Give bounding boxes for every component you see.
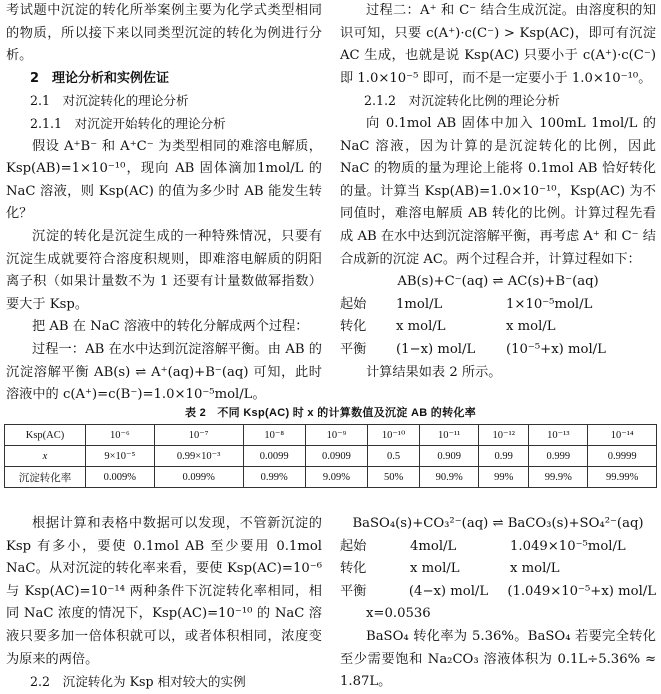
section-2-1-1-heading: 2.1.1 对沉淀开始转化的理论分析 [30,115,226,131]
table-cell: Ksp(AC) [5,425,86,446]
table-cell: 0.099% [154,467,243,488]
table-cell: 0.5 [368,446,420,467]
baso4-row: 平衡 (4−x) mol/L (1.049×10⁻⁵+x) mol/L [340,583,656,599]
table-cell: 0.999 [529,446,588,467]
table-cell: 10⁻¹⁰ [368,425,420,446]
table-cell: x [5,446,86,467]
reaction-equation: AB(s)+C⁻(aq) ⇌ AC(s)+B⁻(aq) [397,274,599,290]
baso4-reaction-equation: BaSO₄(s)+CO₃²⁻(aq) ⇌ BaCO₃(s)+SO₄²⁻(aq) [352,516,644,531]
table-cell: 10⁻¹⁴ [588,425,657,446]
table-row-rate [5,467,657,488]
equilibrium-row: 转化 x mol/L x mol/L [340,319,556,335]
table-cell: 10⁻¹³ [529,425,588,446]
table-caption: 表 2 不同 Ksp(AC) 时 x 的计算数值及沉淀 AB 的转化率 [184,407,476,419]
essence-paragraph: 沉淀的转化是沉淀生成的一种特殊情况，只要有沉淀生成就要符合溶度积规则，即难溶电解质的阴阳离子积（如果计量数不为 1 还要有计量数做幂指数）要大于 Ksp。 [6,228,322,312]
baso4-row: 起始 4mol/L 1.049×10⁻⁵mol/L [340,538,626,554]
table-cell: 99.9% [529,467,588,488]
table-cell: 沉淀转化率 [5,467,86,488]
x-value: x=0.0536 [366,606,431,622]
table-cell: 0.99% [243,467,305,488]
table-cell: 90.9% [420,467,479,488]
table-2 [4,404,657,488]
ratio-paragraph: 向 0.1mol AB 固体中加入 100mL 1mol/L 的 NaC 溶液，因为计算的是沉淀转化的比例，因此 NaC 的物质的量为理论上能将 0.1mol AB 恰好转化的量。计算当 Ksp(AB)=1.0×10⁻¹⁰，Ksp(AC) 为不同值时，难溶电解质 AB 转化的比例。计算过程先看成 AB 在水中达到沉淀溶解平衡，再考虑 A⁺ 和 C⁻ 结合成新的沉淀 AC。两个过程合并，计算过程如下： [340,115,656,267]
result-sentence: 计算结果如表 2 所示。 [366,364,502,380]
table-cell: 10⁻⁷ [154,425,243,446]
intro-paragraph: 考试题中沉淀的转化所举案例主要为化学式类型相同的物质，所以接下来以同类型沉淀的转化为例进行分析。 [6,3,322,64]
bottom-left-column [6,513,322,694]
final-paragraph: BaSO₄ 转化率为 5.36%。BaSO₄ 若要完全转化至少需要饱和 Na₂CO₃ 溶液体积为 0.1L÷5.36% ≈ 1.87L。 [340,628,656,690]
section-2-1-2-heading: 2.1.2 对沉淀转化比例的理论分析 [364,93,560,109]
baso4-row: 转化 x mol/L x mol/L [340,561,560,577]
table-cell: 50% [368,467,420,488]
process-two-paragraph: 过程二：A⁺ 和 C⁻ 结合生成沉淀。由溶度积的知识可知，只要 c(A⁺)·c(C⁻) > Ksp(AC)，即可有沉淀 AC 生成，也就是说 Ksp(AC) 只要小于 c(A⁺)·c(C⁻) 即 1.0×10⁻⁵ 即可，而不是一定要小于 1.0×10⁻¹⁰。 [340,3,656,86]
table-cell: 10⁻⁹ [305,425,367,446]
section-2-heading: 2 理论分析和实例佐证 [30,70,170,86]
table-row-x [5,446,657,467]
table-cell: 10⁻¹¹ [420,425,479,446]
table-cell: 9×10⁻⁵ [86,446,155,467]
table-cell: 99% [479,467,529,488]
table-cell: 99.99% [588,467,657,488]
table-header-row [5,425,657,446]
table-cell: 10⁻⁸ [243,425,305,446]
process-one-paragraph: 过程一：AB 在水中达到沉淀溶解平衡。由 AB 的沉淀溶解平衡 AB(s) ⇌ A⁺(aq)+B⁻(aq) 可知，此时溶液中的 c(A⁺)=c(B⁻)=1.0×10⁻⁵mol/L。 [6,341,322,403]
right-column [340,0,656,384]
equilibrium-row: 起始 1mol/L 1×10⁻⁵mol/L [340,296,593,312]
section-2-1-heading: 2.1 对沉淀转化的理论分析 [30,93,189,109]
left-column [6,0,322,407]
section-2-2-heading: 2.2 沉淀转化为 Ksp 相对较大的实例 [30,674,246,690]
table-cell: 0.909 [420,446,479,467]
split-paragraph: 把 AB 在 NaC 溶液中的转化分解成两个过程： [32,319,309,335]
bottom-right-column [340,513,656,694]
table-cell: 0.0909 [305,446,367,467]
table-cell: 10⁻¹² [479,425,529,446]
assumption-paragraph: 假设 A⁺B⁻ 和 A⁺C⁻ 为类型相同的难溶电解质，Ksp(AB)=1×10⁻¹⁰，现向 AB 固体滴加1mol/L 的 NaC 溶液，则 Ksp(AC) 的值为多少时 AB 能发生转化？ [6,138,322,222]
table-cell: 0.009% [86,467,155,488]
conversion-table [4,424,657,488]
table-cell: 0.99×10⁻³ [154,446,243,467]
table-cell: 9.09% [305,467,367,488]
table-cell: 10⁻⁶ [86,425,155,446]
equilibrium-row: 平衡 (1−x) mol/L (10⁻⁵+x) mol/L [340,341,606,357]
analysis-paragraph: 根据计算和表格中数据可以发现，不管新沉淀的 Ksp 有多小，要使 0.1mol AB 至少要用 0.1mol NaC。从对沉淀的转化率来看，要使 Ksp(AC)=10⁻⁶ 与 Ksp(AC)=10⁻¹⁴ 两种条件下沉淀转化率相同，相同 NaC 浓度的情况下，Ksp(AC)=10⁻¹⁰ 的 NaC 溶液只要多加一倍体积就可以，或者体积相同，浓度变为原来的两倍。 [6,516,322,667]
table-cell: 0.99 [479,446,529,467]
table-cell: 0.0099 [243,446,305,467]
table-cell: 0.9999 [588,446,657,467]
